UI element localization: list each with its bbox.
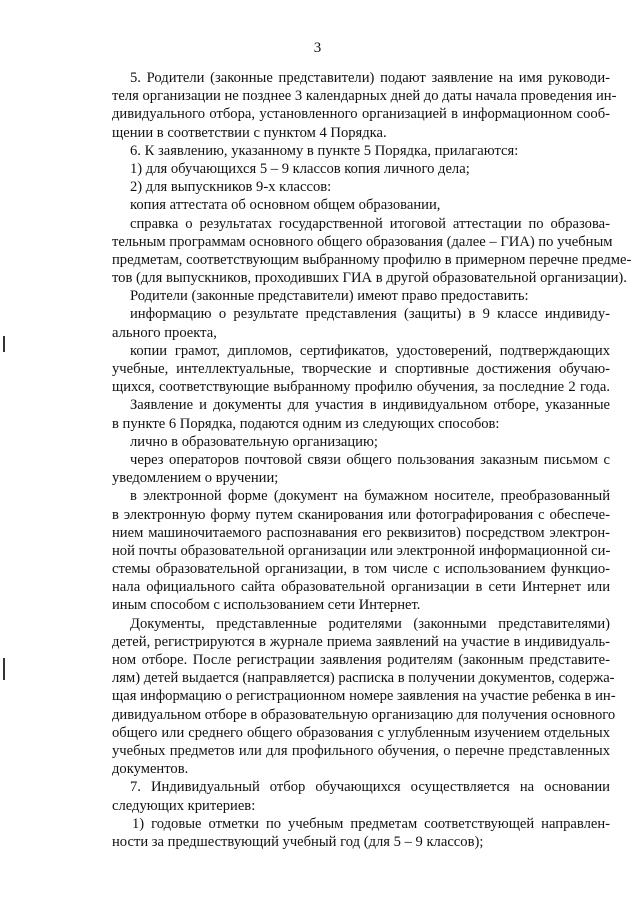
text-line: через операторов почтовой связи общего пользования заказным письмом с	[130, 451, 610, 468]
text-line: учебных предметов или для профильного обучения, о перечне представленных	[112, 742, 610, 759]
text-line: Заявление и документы для участия в индивидуальном отборе, указанные	[130, 397, 610, 414]
text-line: ном отборе. После регистрации заявления родителям (законным представите-	[112, 652, 610, 668]
text-line: тов (для выпускников, проходивших ГИА в другой образовательной организации).	[112, 270, 627, 287]
text-line: нала официального сайта образовательной организации в сети Интернет или	[112, 579, 610, 596]
text-line: справка о результатах государственной итоговой аттестации по образова-	[130, 215, 610, 232]
text-line: учебные, интеллектуальные, творческие и спортивные достижения обучаю-	[112, 361, 610, 377]
text-line: в пункте 6 Порядка, подаются одним из следующих способов:	[112, 415, 500, 432]
text-line: нием машиночитаемого распознавания его реквизитов) посредством электрон-	[112, 524, 610, 541]
text-line: ности за предшествующий учебный год (для 5 – 9 классов);	[112, 833, 484, 850]
text-line: документов.	[112, 761, 189, 778]
text-line: 2) для выпускников 9-х классов:	[130, 179, 332, 196]
text-line: Документы, представленные родителями (законными представителями)	[130, 615, 610, 632]
page-number: 3	[313, 40, 322, 56]
text-line: копии грамот, дипломов, сертификатов, удостоверений, подтверждающих	[130, 342, 610, 359]
text-line: дивидуальном отборе в образовательную организацию для получения основного	[112, 706, 616, 723]
text-line: 1) для обучающихся 5 – 9 классов копия личного дела;	[130, 160, 470, 177]
text-line: 7. Индивидуальный отбор обучающихся осуществляется на основании	[130, 779, 610, 796]
text-line: общего или среднего общего образования с углубленным изучением отдельных	[112, 724, 610, 741]
scan-edge-mark	[3, 658, 5, 680]
document-body	[112, 69, 632, 851]
text-line: копия аттестата об основном общем образовании,	[130, 197, 441, 214]
text-line: щихся, соответствующие выбранному профилю обучения, за последние 2 года.	[112, 379, 610, 396]
text-line: предметам, соответствующим выбранному профилю в примерном перечне предме-	[112, 251, 632, 268]
text-line: лично в образовательную организацию;	[130, 433, 378, 450]
text-line: ального проекта,	[112, 324, 217, 341]
text-line: дивидуального отбора, установленного организацией в информационном сооб-	[112, 106, 610, 123]
text-line: информацию о результате представления (защиты) в 9 классе индивиду-	[130, 306, 610, 323]
text-line: 1) годовые отметки по учебным предметам соответствующей направлен-	[132, 815, 610, 832]
text-line: ной почты образовательной организации или электронной информационной си-	[112, 542, 611, 559]
text-line: в электронной форме (документ на бумажном носителе, преобразованный	[130, 488, 610, 505]
text-line: щении в соответствии с пунктом 4 Порядка.	[112, 124, 387, 141]
text-line: теля организации не позднее 3 календарных дней до даты начала проведения ин-	[112, 88, 617, 105]
text-line: уведомлением о вручении;	[112, 470, 279, 487]
text-line: следующих критериев:	[112, 797, 256, 814]
text-line: 6. К заявлению, указанному в пункте 5 Порядка, прилагаются:	[130, 142, 519, 159]
text-line: стемы образовательной организации, в том числе с использованием функцио-	[112, 561, 610, 578]
text-line: детей, регистрируются в журнале приема заявлений на участие в индивидуаль-	[112, 633, 610, 650]
text-line: 5. Родители (законные представители) подают заявление на имя руководи-	[130, 70, 610, 86]
scan-edge-mark	[3, 336, 5, 352]
text-line: щая информацию о регистрационном номере заявления на участие ребенка в ин-	[112, 688, 616, 705]
text-line: иным способом с использованием сети Интернет.	[112, 597, 421, 614]
text-line: Родители (законные представители) имеют право предоставить:	[130, 288, 529, 305]
text-line: тельным программам основного общего образования (далее – ГИА) по учебным	[112, 233, 613, 250]
text-line: лям) детей выдается (направляется) расписка в получении документов, содержа-	[112, 670, 615, 687]
text-line: в электронную форму путем сканирования или фотографирования с обеспече-	[112, 506, 610, 523]
